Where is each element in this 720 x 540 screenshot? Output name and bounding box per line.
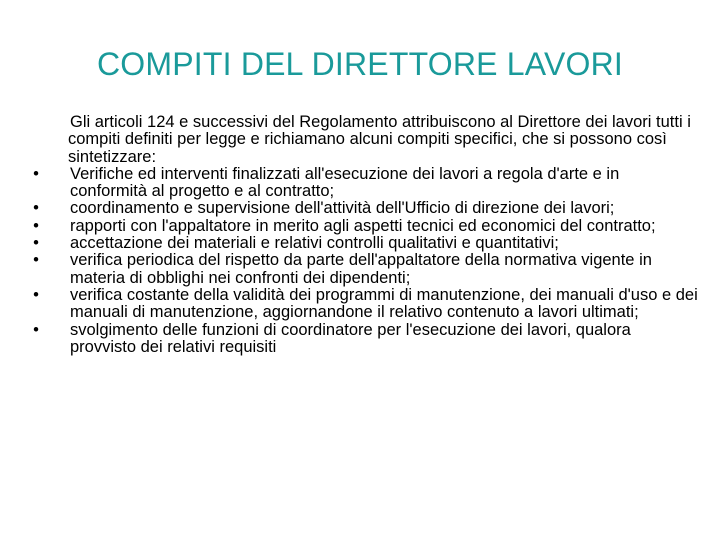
list-item-text: accettazione dei materiali e relativi controlli qualitativi e quantitativi; [70,234,559,253]
bullet-icon: • [33,320,39,339]
list-item-text: verifica periodica del rispetto da parte dell'appaltatore della normativa vigente in materia di obblighi nei confronti dei dipendenti; [70,251,652,287]
list-item-text: coordinamento e supervisione dell'attività dell'Ufficio di direzione dei lavori; [70,199,615,218]
list-item [30,166,700,201]
list-item [30,200,700,217]
list-item-text: verifica costante della validità dei programmi di manutenzione, dei manuali d'uso e dei manuali di manutenzione, aggiornandone il relativo contenuto a lavori ultimati; [70,285,698,322]
list-item-text: rapporti con l'appaltatore in merito agli aspetti tecnici ed economici del contratto; [70,216,656,235]
list-item [30,252,700,287]
slide-body [30,114,700,356]
bullet-icon: • [33,285,39,304]
bullet-list [30,166,700,356]
bullet-icon: • [33,234,39,253]
bullet-icon: • [33,251,39,270]
bullet-icon: • [33,216,39,235]
slide-title: COMPITI DEL DIRETTORE LAVORI [97,46,623,82]
list-item-text: Verifiche ed interventi finalizzati all'esecuzione dei lavori a regola d'arte e in conformità al progetto e al contratto; [70,164,620,201]
list-item [30,287,700,322]
list-item [30,218,700,235]
bullet-icon: • [33,199,39,218]
intro-paragraph: Gli articoli 124 e successivi del Regolamento attribuiscono al Direttore dei lavori tutti i compiti definiti per legge e richiamano alcuni compiti specifici, che si possono così sintetizzare: [68,113,691,166]
list-item [30,322,700,357]
list-item-text: svolgimento delle funzioni di coordinatore per l'esecuzione dei lavori, qualora provvisto dei relativi requisiti [70,320,631,356]
list-item [30,235,700,252]
bullet-icon: • [33,164,39,183]
